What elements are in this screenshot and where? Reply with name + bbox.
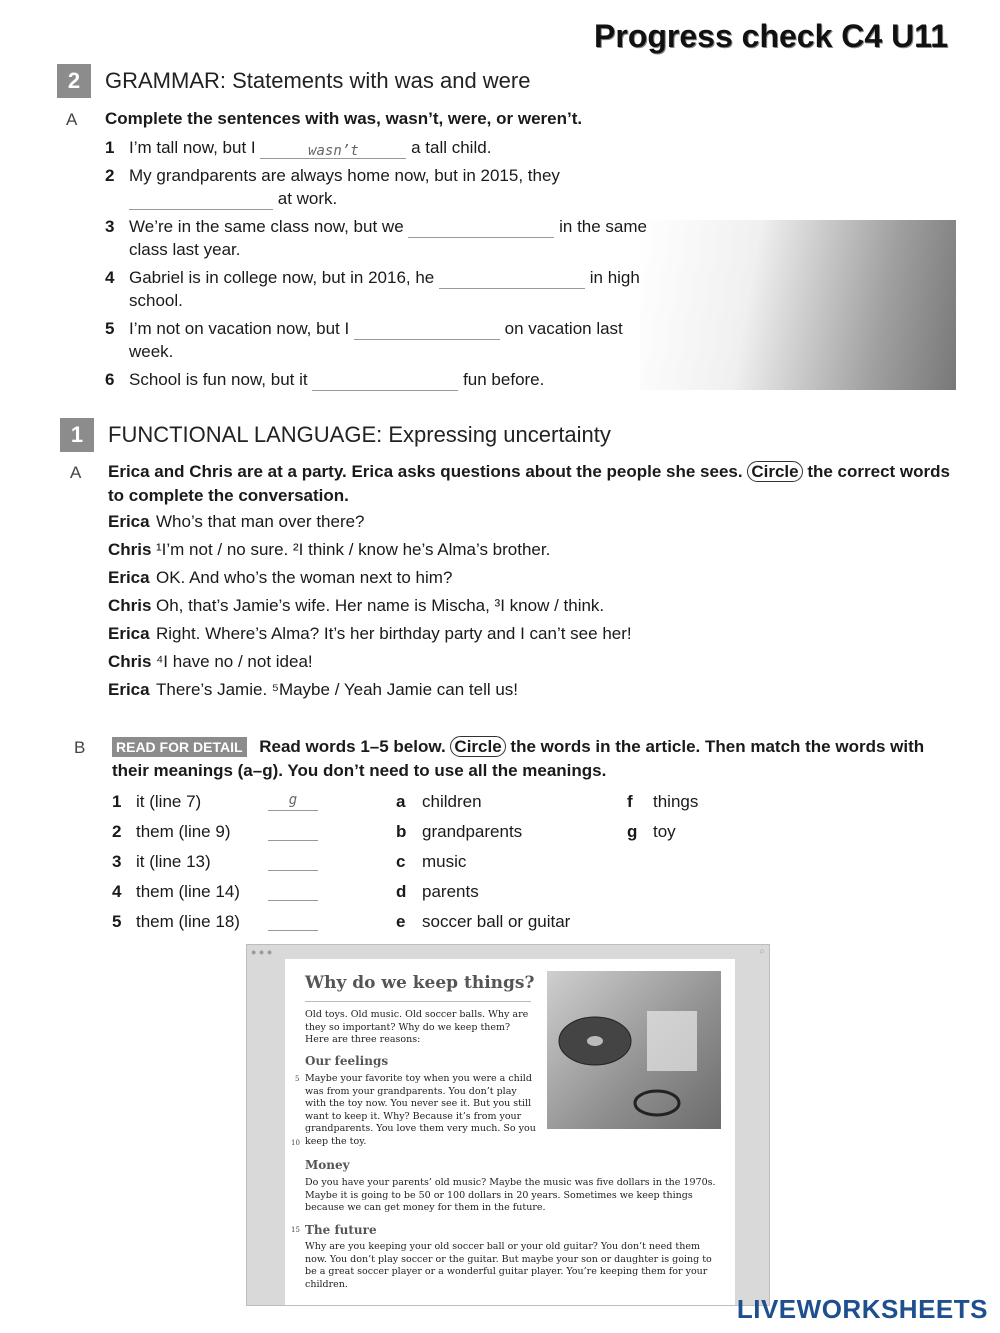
dialogue-line-6[interactable]: Chris ⁴I have no / not idea! xyxy=(108,652,313,671)
match-answer-3[interactable] xyxy=(268,852,318,871)
match-answer-1[interactable]: g xyxy=(268,792,318,811)
browser-dots-icon: ● ● ● xyxy=(251,947,273,957)
decorative-photo xyxy=(640,220,956,390)
heading-the-future: The future xyxy=(305,1223,377,1237)
read-for-detail-tag: READ FOR DETAIL xyxy=(112,737,247,757)
heading-money: Money xyxy=(305,1158,350,1172)
article-paragraph-2: Do you have your parents’ old music? Maybe the music was five dollars in the 1970s. Maybe it is going to be 50 or 100 dollars in 20 years. Sometimes we keep things because we can get money for them in the future. xyxy=(305,1177,716,1213)
match-answer-4[interactable] xyxy=(268,882,318,901)
article-paragraph-3: Why are you keeping your old soccer ball or your old guitar? You don’t need them now. You don’t play soccer or the guitar. But maybe your son or daughter is going to be a great soccer player or a wonderful guitar player. You’re keeping them for your children. xyxy=(305,1241,712,1290)
meaning-c: c music xyxy=(396,852,467,871)
answer-blank[interactable]: wasn’t xyxy=(260,140,406,159)
page-title: Progress check C4 U11 xyxy=(594,18,948,54)
word-item-1: 1 it (line 7) xyxy=(112,792,202,811)
meaning-d: d parents xyxy=(396,882,479,901)
grammar-item-3: 3 We’re in the same class now, but we in the same xyxy=(105,217,648,236)
grammar-item-1: 1 I’m tall now, but I wasn’t a tall child. xyxy=(105,138,492,159)
grammar-item-5: 5 I’m not on vacation now, but I on vacation last xyxy=(105,319,623,338)
dialogue-line-7[interactable]: Erica There’s Jamie. ⁵Maybe / Yeah Jamie can tell us! xyxy=(108,680,519,699)
functional-sub-letter: A xyxy=(70,463,82,482)
line-number-5: 5 xyxy=(295,1075,300,1083)
word-item-4: 4 them (line 14) xyxy=(112,882,240,901)
answer-blank[interactable] xyxy=(439,270,585,289)
match-answer-5[interactable] xyxy=(268,912,318,931)
meaning-e: e soccer ball or guitar xyxy=(396,912,571,931)
dialogue-line-2[interactable]: Chris ¹I’m not / no sure. ²I think / know he’s Alma’s brother. xyxy=(108,540,551,559)
meaning-b: b grandparents xyxy=(396,822,523,841)
meaning-f: f things xyxy=(627,792,699,811)
grammar-section-title: GRAMMAR: Statements with was and were xyxy=(105,68,531,93)
dialogue-line-5: Erica Right. Where’s Alma? It’s her birthday party and I can’t see her! xyxy=(108,624,632,643)
grammar-sub-letter: A xyxy=(66,110,78,129)
article-page xyxy=(285,959,735,1305)
grammar-item-2-cont: at work. xyxy=(129,187,337,210)
line-number-15: 15 xyxy=(291,1226,300,1234)
grammar-section-number: 2 xyxy=(57,64,91,98)
article-intro: Old toys. Old music. Old soccer balls. Why are they so important? Why do we keep them? Here are three reasons: xyxy=(305,1009,529,1045)
word-item-2: 2 them (line 9) xyxy=(112,822,231,841)
functional-instruction: Erica and Chris are at a party. Erica asks questions about the people she sees. Circle the correct words to complete the conversation. xyxy=(108,462,950,505)
read-detail-sub-letter: B xyxy=(74,738,86,757)
title-divider xyxy=(305,1001,531,1002)
heading-our-feelings: Our feelings xyxy=(305,1054,389,1068)
functional-section-number: 1 xyxy=(60,418,94,452)
grammar-item-3-cont: class last year. xyxy=(129,240,241,259)
answer-blank[interactable] xyxy=(354,321,500,340)
functional-section-title: FUNCTIONAL LANGUAGE: Expressing uncertainty xyxy=(108,422,611,447)
grammar-instruction: Complete the sentences with was, wasn’t, were, or weren’t. xyxy=(105,109,583,128)
answer-blank[interactable] xyxy=(129,191,273,210)
match-answer-2[interactable] xyxy=(268,822,318,841)
line-number-10: 10 xyxy=(291,1139,300,1147)
record-player-photo xyxy=(547,971,721,1129)
dialogue-line-4[interactable]: Chris Oh, that’s Jamie’s wife. Her name is Mischa, ³I know / think. xyxy=(108,596,605,615)
article-frame xyxy=(246,944,770,1306)
grammar-item-4-cont: school. xyxy=(129,291,183,310)
grammar-item-6: 6 School is fun now, but it fun before. xyxy=(105,370,545,389)
dialogue-line-3: Erica OK. And who’s the woman next to him? xyxy=(108,568,453,587)
liveworksheets-logo: LIVEWORKSHEETS xyxy=(736,1294,988,1324)
article-title: Why do we keep things? xyxy=(305,973,535,993)
word-item-5: 5 them (line 18) xyxy=(112,912,240,931)
answer-blank[interactable] xyxy=(408,219,554,238)
read-detail-instruction: READ FOR DETAIL Read words 1–5 below. Circle the words in the article. Then match the words with their meanings (a–g). You don’t need to use all the meanings. xyxy=(112,737,925,780)
meaning-a: a children xyxy=(396,792,482,811)
grammar-item-4: 4 Gabriel is in college now, but in 2016, he in high xyxy=(105,268,640,287)
grammar-item-2: 2 My grandparents are always home now, but in 2015, they xyxy=(105,166,560,185)
meaning-g: g toy xyxy=(627,822,676,841)
search-icon: ⌕ xyxy=(759,946,765,957)
article-paragraph-1: Maybe your favorite toy when you were a child was from your grandparents. You don’t play with the toy now. You never see it. But you still want to keep it. Why? Because it’s from your grandparents. You love them very much. So you keep the toy. xyxy=(305,1073,536,1147)
grammar-item-5-cont: week. xyxy=(129,342,174,361)
dialogue-line-1: Erica Who’s that man over there? xyxy=(108,512,365,531)
word-item-3: 3 it (line 13) xyxy=(112,852,211,871)
answer-blank[interactable] xyxy=(312,372,458,391)
